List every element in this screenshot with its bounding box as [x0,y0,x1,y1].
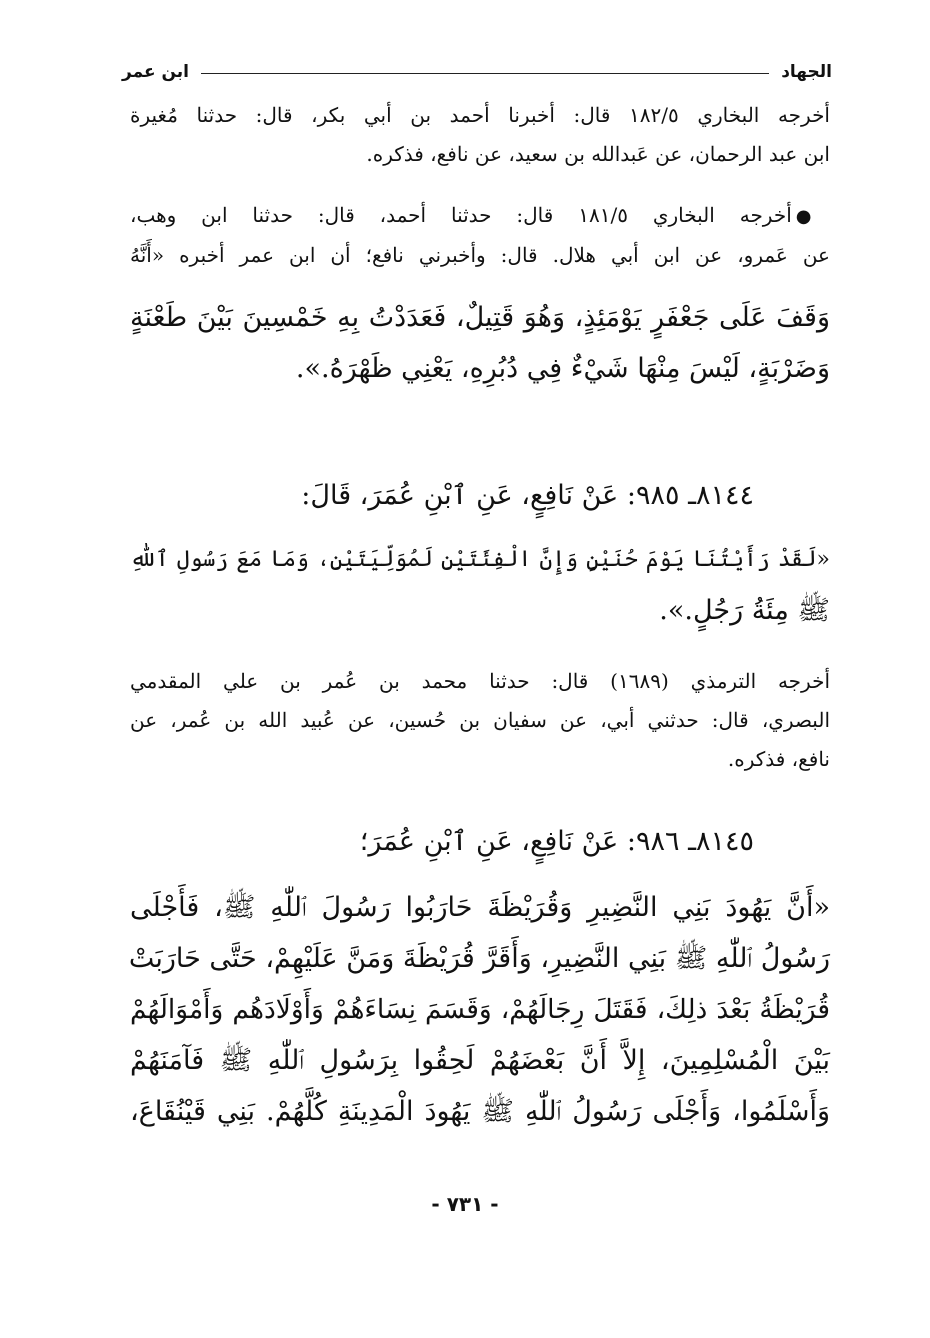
bullet-icon: ● [795,206,830,227]
text-line: ابن عبد الرحمان، عن عَبدالله بن سعيد، عن نافع، فذكره. [366,142,830,166]
running-header [122,58,832,86]
text-line: «لَقَدْ رَأَيْتُنَا يَوْمَ حُنَيْنٍ وَإِنَّ الْفِئَتَيْنِ لَمُوَلِّيَتَيْنِ، وَمَا مَعَ رَسُولِ ٱللّٰهِ [130,547,830,572]
text-line: وَضَرْبَةٍ، لَيْسَ مِنْهَا شَيْءٌ فِي دُبُرِهِ، يَعْنِي ظَهْرَهُ.». [295,353,830,384]
text-line: أخرجه البخاري ١٨٢/٥ قال: أخبرنا أحمد بن أبي بكر، قال: حدثنا مُغيرة [130,103,830,127]
text-line: وَأَسْلَمُوا، وَأَجْلَى رَسُولُ ٱللّٰهِ ﷺ يَهُودَ الْمَدِينَةِ كُلَّهُمْ. بَنِي قَيْنُقَاعَ، [130,1096,830,1127]
hadith-heading-8144: ٨١٤٤ـ ٩٨٥: عَنْ نَافِعٍ، عَنِ ٱبْنِ عُمَرَ، قَالَ: [301,480,754,511]
text-line: عن عَمرو، عن ابن أبي هلال. قال: وأخبرني نافع؛ أن ابن عمر أخبره «أَنَّهُ [130,243,830,267]
text-line: بَيْنَ الْمُسْلِمِينَ، إِلاَّ أَنَّ بَعْضَهُمْ لَحِقُوا بِرَسُولِ ٱللّٰهِ ﷺ فَآمَنَهُمْ [130,1045,830,1076]
text-line: أخرجه الترمذي (١٦٨٩) قال: حدثنا محمد بن عُمر بن علي المقدمي [130,669,830,693]
text-line: رَسُولُ ٱللّٰهِ ﷺ بَنِي النَّضِيرِ، وَأَقَرَّ قُرَيْظَةَ وَمَنَّ عَلَيْهِمْ، حَتَّى حَارَبَتْ [128,943,830,974]
text-line: ﷺ مِئَةُ رَجُلٍ.». [659,595,830,626]
header-rule [201,73,769,74]
text-line: وَقَفَ عَلَى جَعْفَرٍ يَوْمَئِذٍ، وَهُوَ قَتِيلٌ، فَعَدَدْتُ بِهِ خَمْسِينَ بَيْنَ طَعْنَةٍ [130,302,830,333]
header-narrator-title: ابن عمر [122,62,190,82]
text-line: قُرَيْظَةُ بَعْدَ ذلِكَ، فَقَتَلَ رِجَالَهُمْ، وَقَسَمَ نِسَاءَهُمْ وَأَوْلَادَهُم وَأَمْوَالَهُمْ [130,994,830,1025]
hadith-text-8144 [130,534,830,636]
takhrij-paragraph-3 [130,662,830,779]
header-chapter-title: الجهاد [781,62,832,82]
page-number: - ٧٣١ - [431,1192,499,1216]
text-line: البصري، قال: حدثني أبي، عن سفيان بن حُسين، عن عُبيد الله بن عُمر، عن [130,708,830,732]
hadith-text-8145 [130,882,830,1137]
text-line [130,196,830,236]
text-line: نافع، فذكره. [727,747,830,771]
hadith-heading-8145: ٨١٤٥ـ ٩٨٦: عَنْ نَافِعٍ، عَنِ ٱبْنِ عُمَرَ؛ [359,826,754,857]
takhrij-paragraph-2 [130,196,830,275]
text-line-content: أخرجه البخاري ١٨١/٥ قال: حدثنا أحمد، قال: حدثنا ابن وهب، [130,203,792,227]
hadith-text-continuation [130,292,830,394]
takhrij-paragraph-1 [130,96,830,174]
text-line: «أَنَّ يَهُودَ بَنِي النَّضِيرِ وَقُرَيْظَةَ حَارَبُوا رَسُولَ ٱللّٰهِ ﷺ، فَأَجْلَى [130,892,830,923]
